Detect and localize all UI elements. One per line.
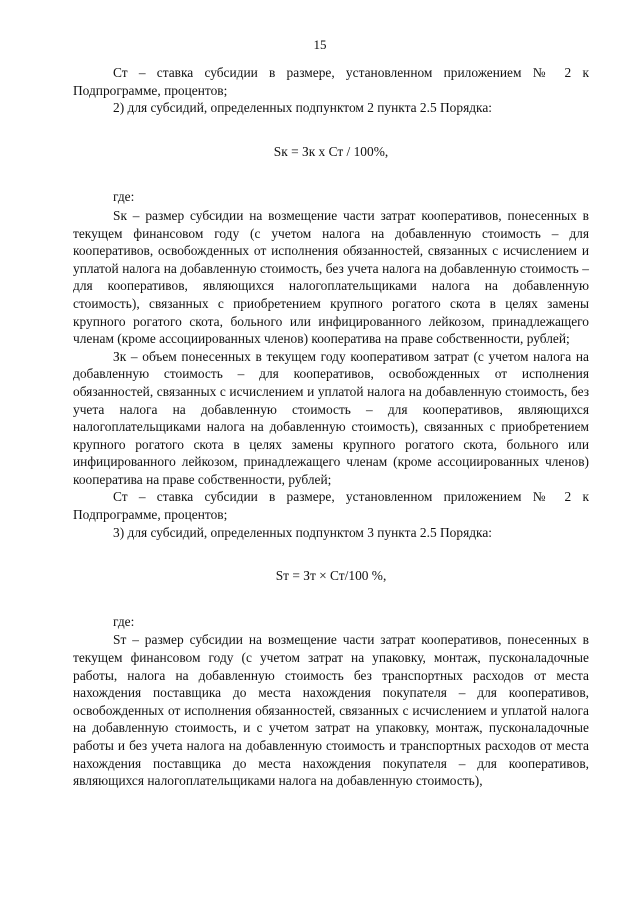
paragraph-rate-ct: Ст – ставка субсидии в размере, установленном приложением № 2 к Подпрограмме, процентов; [73, 65, 589, 98]
paragraph-item-2-heading: 2) для субсидий, определенных подпунктом 2 пункта 2.5 Порядка: [113, 100, 493, 116]
paragraph-sk-definition: Sк – размер субсидии на возмещение части затрат кооперативов, понесенных в текущем финансовом году (с учетом налога на добавленную стоимость – для кооперативов, освобожденных от исполнения обязанностей, связанных с исчислением и уплатой налога на добавленную стоимость, без учета налога на добавленную стоимость – для кооперативов, являющихся налогоплательщиками налога на добавленную стоимость), связанных с приобретением крупного рогатого скота в целях замены крупного рогатого скота, больного или инфицированного лейкозом, принадлежащего членам (кроме ассоциированных членов) кооператива на праве собственности, рублей; [73, 207, 589, 347]
paragraph-rate-ct-2: Ст – ставка субсидии в размере, установленном приложением № 2 к Подпрограмме, процентов; [73, 489, 589, 523]
formula-sk: Sк = Зк х Ст / 100%, [273, 143, 389, 159]
page-number: 15 [313, 37, 327, 52]
paragraph-where-1: где: [113, 189, 135, 205]
paragraph-where-2: где: [113, 613, 135, 629]
paragraph-zk-definition: Зк – объем понесенных в текущем году кооперативом затрат (с учетом налога на добавленную стоимость – для кооперативов, освобожденных от исполнения обязанностей, связанных с исчислением и уплатой налога на добавленную стоимость, без учета налога на добавленную стоимость – для кооперативов, являющихся налогоплательщиками налога на добавленную стоимость), связанных с приобретением крупного рогатого скота в целях замены крупного рогатого скота, больного или инфицированного лейкозом, принадлежащего членам (кроме ассоциированных членов) кооператива на праве собственности, рублей; [73, 348, 589, 487]
paragraph-st-definition: Sт – размер субсидии на возмещение части затрат кооперативов, понесенных в текущем финансовом году (с учетом затрат на упаковку, монтаж, пусконаладочные работы, налога на добавленную стоимость без транспортных расходов от места нахождения поставщика до места нахождения покупателя – для кооперативов, освобожденных от исполнения обязанностей, связанных с исчислением и уплатой налога на добавленную стоимость, и с учетом затрат на упаковку, монтаж, пусконаладочные работы и без учета налога на добавленную стоимость и транспортных расходов от места нахождения поставщика до места нахождения покупателя – для кооперативов, являющихся налогоплательщиками налога на добавленную стоимость), [73, 632, 589, 789]
document-body [73, 64, 589, 790]
paragraph-item-3-heading: 3) для субсидий, определенных подпунктом 3 пункта 2.5 Порядка: [113, 524, 493, 540]
formula-st: Sт = Зт × Ст/100 %, [275, 568, 387, 584]
